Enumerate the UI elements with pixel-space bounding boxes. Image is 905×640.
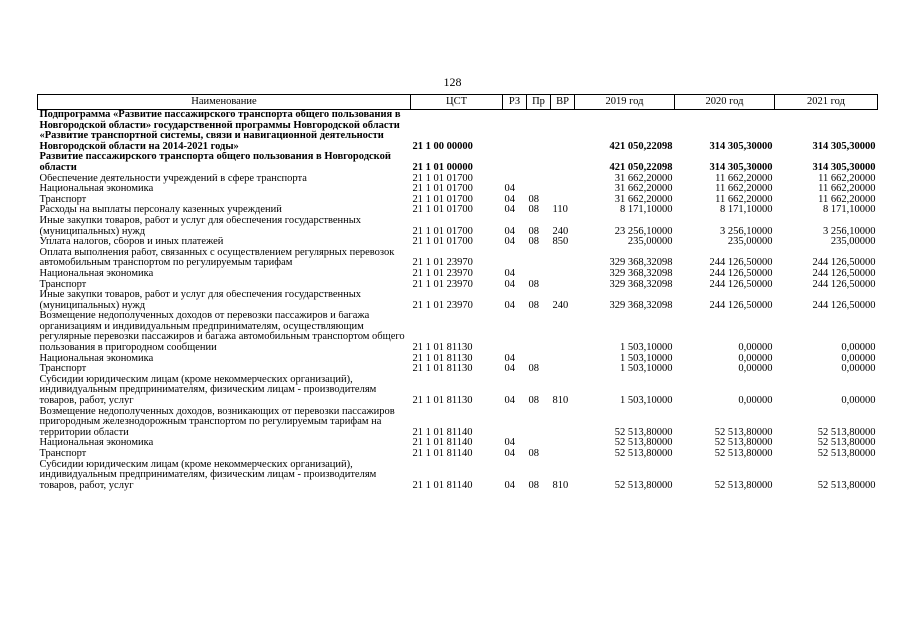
cell-pr: 08: [528, 299, 539, 311]
cell-2021: 244 126,50000: [812, 299, 876, 311]
cell-pr: [527, 248, 551, 269]
table-row: [38, 375, 878, 407]
cell-pr: 08: [528, 479, 539, 491]
cell-rz: 04: [504, 364, 515, 375]
cell-2019: 329 368,32098: [609, 299, 673, 311]
cell-2019: 31 662,20000: [614, 173, 673, 184]
cell-2021: 52 513,80000: [817, 479, 876, 491]
cell-2021: 0,00000: [841, 342, 876, 354]
cell-cst: 21 1 01 01700: [412, 237, 473, 248]
cell-vr: [551, 354, 575, 365]
cell-2020: 52 513,80000: [714, 449, 773, 459]
cell-2019: 52 513,80000: [614, 438, 673, 449]
cell-rz: [503, 248, 527, 269]
table-row: [38, 174, 878, 185]
cell-cst: 21 1 01 23970: [412, 257, 473, 269]
cell-name: Транспорт: [39, 194, 87, 205]
cell-cst: 21 1 01 23970: [412, 268, 473, 279]
cell-vr: 810: [552, 479, 569, 491]
page-number: 128: [443, 75, 462, 89]
header-name: Наименование: [38, 95, 411, 110]
table-row: [38, 460, 878, 492]
cell-2019: 52 513,80000: [614, 479, 673, 491]
cell-2021: 244 126,50000: [812, 268, 876, 279]
cell-vr: [551, 280, 575, 291]
cell-2019: 1 503,10000: [620, 364, 673, 375]
cell-2020: 0,00000: [738, 395, 773, 407]
cell-2020: 244 126,50000: [709, 257, 773, 269]
cell-2019: 421 050,22098: [609, 161, 673, 173]
cell-2019: 52 513,80000: [614, 449, 673, 459]
cell-cst: 21 1 01 01700: [412, 173, 473, 184]
table-row: [38, 364, 878, 375]
cell-2021: 244 126,50000: [812, 279, 876, 290]
header-2019: 2019 год: [575, 95, 675, 110]
table-row: [38, 269, 878, 280]
cell-2019: 235,00000: [627, 237, 673, 248]
cell-cst: 21 1 00 00000: [412, 140, 473, 152]
cell-rz: 04: [504, 225, 515, 237]
table-row: [38, 311, 878, 353]
cell-rz: 04: [504, 205, 515, 216]
cell-2020: 314 305,30000: [709, 161, 773, 173]
cell-rz: 04: [504, 299, 515, 311]
cell-vr: 240: [552, 225, 569, 237]
cell-rz: [503, 311, 527, 353]
cell-rz: 04: [504, 237, 515, 248]
cell-2021: 52 513,80000: [817, 438, 876, 449]
cell-name: Возмещение недополученных доходов от перевозки пассажиров и багажа организациям и индивидуальным предпринимателям, осуществляющим регулярные перевозки пассажиров и багажа автомобильным транспортом общего пользования в пригородном сообщении: [39, 311, 405, 354]
cell-cst: 21 1 01 81130: [412, 395, 473, 407]
cell-cst: 21 1 01 01700: [412, 194, 473, 205]
cell-rz: 04: [504, 395, 515, 407]
cell-vr: [551, 438, 575, 449]
cell-pr: 08: [528, 395, 539, 407]
cell-2020: 8 171,10000: [720, 205, 773, 216]
table-body: [38, 110, 878, 492]
cell-2021: 314 305,30000: [812, 161, 876, 173]
cell-name: Национальная экономика: [39, 268, 154, 279]
table-row: [38, 110, 878, 153]
header-2021: 2021 год: [775, 95, 878, 110]
header-cst: ЦСТ: [411, 95, 503, 110]
cell-name: Транспорт: [39, 279, 87, 290]
cell-vr: [551, 184, 575, 195]
cell-name: Иные закупки товаров, работ и услуг для обеспечения государственных (муниципальных) нужд: [39, 215, 362, 237]
cell-cst: 21 1 01 01700: [412, 225, 473, 237]
cell-2020: 3 256,10000: [720, 225, 773, 237]
table-row: [38, 280, 878, 291]
cell-pr: 08: [528, 225, 539, 237]
cell-2020: 0,00000: [738, 342, 773, 354]
table-row: [38, 184, 878, 195]
cell-2020: 244 126,50000: [709, 268, 773, 279]
cell-2020: 52 513,80000: [714, 479, 773, 491]
cell-rz: 04: [504, 438, 515, 449]
cell-cst: 21 1 01 01700: [412, 184, 473, 195]
cell-name: Субсидии юридическим лицам (кроме некоммерческих организаций), индивидуальным предпринимателям, физическим лицам - производителям товаров, работ, услуг: [39, 374, 377, 407]
cell-rz: [503, 407, 527, 439]
cell-cst: 21 1 01 81140: [412, 479, 473, 491]
table-row: [38, 407, 878, 439]
cell-2020: 244 126,50000: [709, 299, 773, 311]
cell-name: Транспорт: [39, 364, 87, 375]
cell-cst: 21 1 01 01700: [412, 205, 473, 216]
table-row: [38, 237, 878, 248]
cell-vr: [551, 110, 575, 153]
cell-cst: 21 1 01 81140: [412, 449, 473, 459]
cell-rz: 04: [504, 268, 515, 279]
cell-pr: 08: [528, 237, 539, 248]
cell-name: Возмещение недополученных доходов, возникающих от перевозки пассажиров пригородным железнодорожным транспортом по регулируемым тарифам на территории области: [39, 406, 395, 438]
table-row: [38, 205, 878, 216]
cell-2020: 11 662,20000: [715, 184, 773, 195]
cell-cst: 21 1 01 81140: [412, 438, 473, 449]
cell-2019: 421 050,22098: [609, 140, 673, 152]
cell-vr: 110: [552, 205, 568, 216]
cell-name: Национальная экономика: [39, 353, 154, 364]
cell-pr: 08: [528, 194, 539, 205]
cell-vr: [551, 407, 575, 439]
cell-rz: 04: [504, 353, 515, 364]
cell-rz: 04: [504, 479, 515, 491]
cell-2020: 11 662,20000: [715, 173, 773, 184]
cell-rz: 04: [504, 184, 515, 195]
cell-2019: 31 662,20000: [614, 194, 673, 205]
cell-2019: 8 171,10000: [620, 205, 673, 216]
cell-vr: 810: [552, 395, 569, 407]
cell-pr: [527, 174, 551, 185]
cell-pr: [527, 438, 551, 449]
cell-2019: 329 368,32098: [609, 279, 673, 290]
cell-2020: 52 513,80000: [714, 438, 773, 449]
cell-2020: 314 305,30000: [709, 140, 773, 152]
cell-2019: 1 503,10000: [620, 395, 673, 407]
cell-2019: 1 503,10000: [620, 342, 673, 354]
cell-pr: 08: [528, 279, 539, 290]
budget-table: [37, 94, 878, 491]
cell-pr: [527, 184, 551, 195]
cell-name: Транспорт: [39, 449, 87, 459]
cell-vr: [551, 248, 575, 269]
cell-2021: 8 171,10000: [823, 205, 876, 216]
cell-cst: 21 1 01 81130: [412, 353, 473, 364]
cell-2021: 244 126,50000: [812, 257, 876, 269]
table-row: [38, 152, 878, 173]
cell-name: Субсидии юридическим лицам (кроме некоммерческих организаций), индивидуальным предпринимателям, физическим лицам - производителям товаров, работ, услуг: [39, 459, 377, 491]
cell-2021: 3 256,10000: [823, 225, 876, 237]
table-row: [38, 449, 878, 460]
cell-name: Развитие пассажирского транспорта общего пользования в Новгородской области: [39, 152, 391, 173]
cell-pr: 08: [528, 364, 539, 375]
cell-name: Расходы на выплаты персоналу казенных учреждений: [39, 205, 282, 216]
cell-pr: 08: [528, 449, 539, 459]
cell-name: Национальная экономика: [39, 438, 154, 449]
table-row: [38, 290, 878, 311]
cell-cst: 21 1 01 81140: [412, 426, 473, 438]
cell-2020: 11 662,20000: [715, 194, 773, 205]
cell-name: Обеспечение деятельности учреждений в сфере транспорта: [39, 173, 307, 184]
cell-cst: 21 1 01 81130: [412, 364, 473, 375]
cell-2021: 52 513,80000: [817, 426, 876, 438]
cell-cst: 21 1 01 23970: [412, 279, 473, 290]
cell-2021: 235,00000: [830, 237, 876, 248]
cell-name: Уплата налогов, сборов и иных платежей: [39, 237, 224, 248]
table-row: [38, 438, 878, 449]
cell-vr: [551, 174, 575, 185]
cell-name: Иные закупки товаров, работ и услуг для обеспечения государственных (муниципальных) нужд: [39, 290, 362, 311]
cell-2021: 11 662,20000: [818, 184, 876, 195]
cell-2019: 329 368,32098: [609, 257, 673, 269]
cell-vr: [551, 269, 575, 280]
cell-2021: 314 305,30000: [812, 140, 876, 152]
cell-pr: 08: [528, 205, 539, 216]
cell-pr: [527, 311, 551, 353]
cell-cst: 21 1 01 00000: [412, 161, 473, 173]
cell-pr: [527, 269, 551, 280]
cell-rz: [503, 110, 527, 153]
cell-pr: [527, 152, 551, 173]
cell-2021: 11 662,20000: [818, 194, 876, 205]
cell-2019: 31 662,20000: [614, 184, 673, 195]
cell-2020: 52 513,80000: [714, 426, 773, 438]
cell-2021: 11 662,20000: [818, 173, 876, 184]
header-2020: 2020 год: [675, 95, 775, 110]
cell-2021: 0,00000: [841, 395, 876, 407]
cell-pr: [527, 354, 551, 365]
cell-2019: 329 368,32098: [609, 268, 673, 279]
cell-vr: [551, 364, 575, 375]
cell-2021: 0,00000: [841, 364, 876, 375]
table-header-row: [38, 95, 878, 110]
cell-2019: 52 513,80000: [614, 426, 673, 438]
cell-2020: 0,00000: [738, 364, 773, 375]
header-pr: Пр: [527, 95, 551, 110]
table-row: [38, 195, 878, 206]
cell-vr: [551, 195, 575, 206]
cell-cst: 21 1 01 81130: [412, 342, 473, 354]
cell-2020: 244 126,50000: [709, 279, 773, 290]
cell-2020: 235,00000: [727, 237, 773, 248]
cell-2021: 0,00000: [841, 353, 876, 364]
cell-2021: 52 513,80000: [817, 449, 876, 459]
cell-rz: [503, 152, 527, 173]
cell-2019: 1 503,10000: [620, 353, 673, 364]
cell-name: Национальная экономика: [39, 184, 154, 195]
cell-vr: 850: [552, 237, 569, 248]
cell-rz: 04: [504, 194, 515, 205]
cell-2019: 23 256,10000: [614, 225, 673, 237]
cell-pr: [527, 110, 551, 153]
cell-rz: 04: [504, 279, 515, 290]
cell-cst: 21 1 01 23970: [412, 299, 473, 311]
table-row: [38, 216, 878, 237]
cell-name: Подпрограмма «Развитие пассажирского транспорта общего пользования в Новгородской области» государственной программы Новгородской области «Развитие транспортной системы, связи и навигационной деятельности Новгородской области на 2014-2021 годы»: [39, 109, 401, 152]
cell-rz: 04: [504, 449, 515, 459]
header-vr: ВР: [551, 95, 575, 110]
table-row: [38, 248, 878, 269]
cell-rz: [503, 174, 527, 185]
cell-pr: [527, 407, 551, 439]
cell-vr: 240: [552, 299, 569, 311]
cell-name: Оплата выполнения работ, связанных с осуществлением регулярных перевозок автомобильным транспортом по регулируемым тарифам: [39, 247, 395, 269]
table-row: [38, 354, 878, 365]
header-rz: РЗ: [503, 95, 527, 110]
cell-vr: [551, 311, 575, 353]
cell-2020: 0,00000: [738, 353, 773, 364]
cell-vr: [551, 449, 575, 460]
cell-vr: [551, 152, 575, 173]
